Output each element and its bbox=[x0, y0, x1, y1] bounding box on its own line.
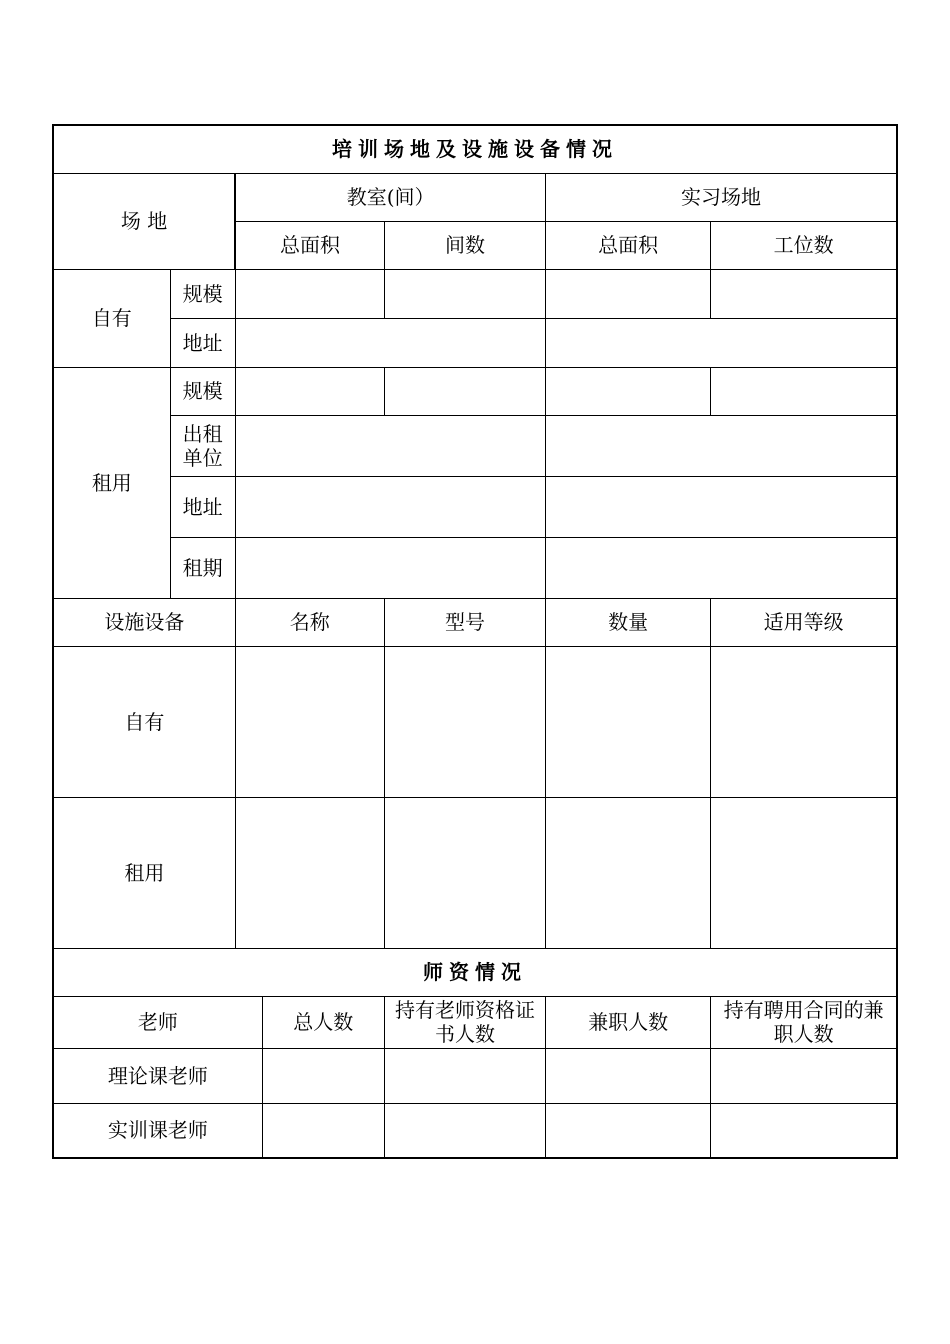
rented-address-label: 地址 bbox=[170, 476, 235, 537]
equipment-rented-model-cell[interactable] bbox=[384, 797, 545, 948]
owned-venue-label: 自有 bbox=[53, 269, 170, 367]
owned-classroom-address-cell[interactable] bbox=[235, 318, 545, 367]
rented-classroom-lessor-cell[interactable] bbox=[235, 415, 545, 476]
rented-classroom-rooms-cell[interactable] bbox=[384, 367, 545, 415]
equipment-col-name: 名称 bbox=[235, 598, 384, 646]
rented-classroom-term-cell[interactable] bbox=[235, 537, 545, 598]
owned-practice-area-cell[interactable] bbox=[546, 269, 711, 318]
owned-classroom-area-cell[interactable] bbox=[235, 269, 384, 318]
theory-certified-cell[interactable] bbox=[384, 1048, 545, 1103]
facilities-section-title: 培训场地及设施设备情况 bbox=[53, 125, 897, 173]
facilities-form-table bbox=[52, 124, 898, 1159]
teachers-header: 老师 bbox=[53, 996, 262, 1048]
practical-contract-cell[interactable] bbox=[711, 1103, 897, 1158]
form-frame bbox=[52, 124, 898, 1159]
equipment-col-quantity: 数量 bbox=[546, 598, 711, 646]
practice-site-label: 实习场地 bbox=[546, 173, 897, 221]
rented-venue-label: 租用 bbox=[53, 367, 170, 598]
classroom-rooms-header: 间数 bbox=[384, 221, 545, 269]
equipment-rented-name-cell[interactable] bbox=[235, 797, 384, 948]
equipment-rented-grade-cell[interactable] bbox=[711, 797, 897, 948]
teachers-section-title: 师资情况 bbox=[53, 948, 897, 996]
equipment-owned-model-cell[interactable] bbox=[384, 646, 545, 797]
equipment-header: 设施设备 bbox=[53, 598, 235, 646]
teachers-col-total: 总人数 bbox=[262, 996, 384, 1048]
teachers-col-contract-text: 持有聘用合同的兼职人数 bbox=[723, 998, 884, 1046]
equipment-owned-quantity-cell[interactable] bbox=[546, 646, 711, 797]
rented-lessor-text: 出租单位 bbox=[182, 421, 223, 470]
equipment-owned-grade-cell[interactable] bbox=[711, 646, 897, 797]
rented-lessor-label bbox=[170, 415, 235, 476]
rented-classroom-area-cell[interactable] bbox=[235, 367, 384, 415]
rented-practice-stations-cell[interactable] bbox=[711, 367, 897, 415]
owned-practice-stations-cell[interactable] bbox=[711, 269, 897, 318]
equipment-col-model: 型号 bbox=[384, 598, 545, 646]
teachers-row-theory-label: 理论课老师 bbox=[53, 1048, 262, 1103]
rented-practice-address-cell[interactable] bbox=[546, 476, 897, 537]
practical-total-cell[interactable] bbox=[262, 1103, 384, 1158]
equipment-col-grade: 适用等级 bbox=[711, 598, 897, 646]
teachers-col-parttime: 兼职人数 bbox=[546, 996, 711, 1048]
teachers-col-contract bbox=[711, 996, 897, 1048]
owned-address-label: 地址 bbox=[170, 318, 235, 367]
teachers-col-certified-text: 持有老师资格证书人数 bbox=[394, 998, 535, 1046]
rented-classroom-address-cell[interactable] bbox=[235, 476, 545, 537]
theory-contract-cell[interactable] bbox=[711, 1048, 897, 1103]
practical-certified-cell[interactable] bbox=[384, 1103, 545, 1158]
teachers-col-certified bbox=[384, 996, 545, 1048]
venue-label: 场 地 bbox=[53, 173, 235, 269]
classroom-label: 教室(间） bbox=[235, 173, 545, 221]
rented-practice-area-cell[interactable] bbox=[546, 367, 711, 415]
equipment-rented-quantity-cell[interactable] bbox=[546, 797, 711, 948]
theory-total-cell[interactable] bbox=[262, 1048, 384, 1103]
theory-parttime-cell[interactable] bbox=[546, 1048, 711, 1103]
practical-parttime-cell[interactable] bbox=[546, 1103, 711, 1158]
teachers-row-practical-label: 实训课老师 bbox=[53, 1103, 262, 1158]
classroom-area-header: 总面积 bbox=[235, 221, 384, 269]
equipment-owned-label: 自有 bbox=[53, 646, 235, 797]
rented-practice-term-cell[interactable] bbox=[546, 537, 897, 598]
rented-term-label: 租期 bbox=[170, 537, 235, 598]
practice-stations-header: 工位数 bbox=[711, 221, 897, 269]
owned-practice-address-cell[interactable] bbox=[546, 318, 897, 367]
owned-scale-label: 规模 bbox=[170, 269, 235, 318]
equipment-owned-name-cell[interactable] bbox=[235, 646, 384, 797]
practice-area-header: 总面积 bbox=[546, 221, 711, 269]
rented-scale-label: 规模 bbox=[170, 367, 235, 415]
equipment-rented-label: 租用 bbox=[53, 797, 235, 948]
rented-practice-lessor-cell[interactable] bbox=[546, 415, 897, 476]
owned-classroom-rooms-cell[interactable] bbox=[384, 269, 545, 318]
